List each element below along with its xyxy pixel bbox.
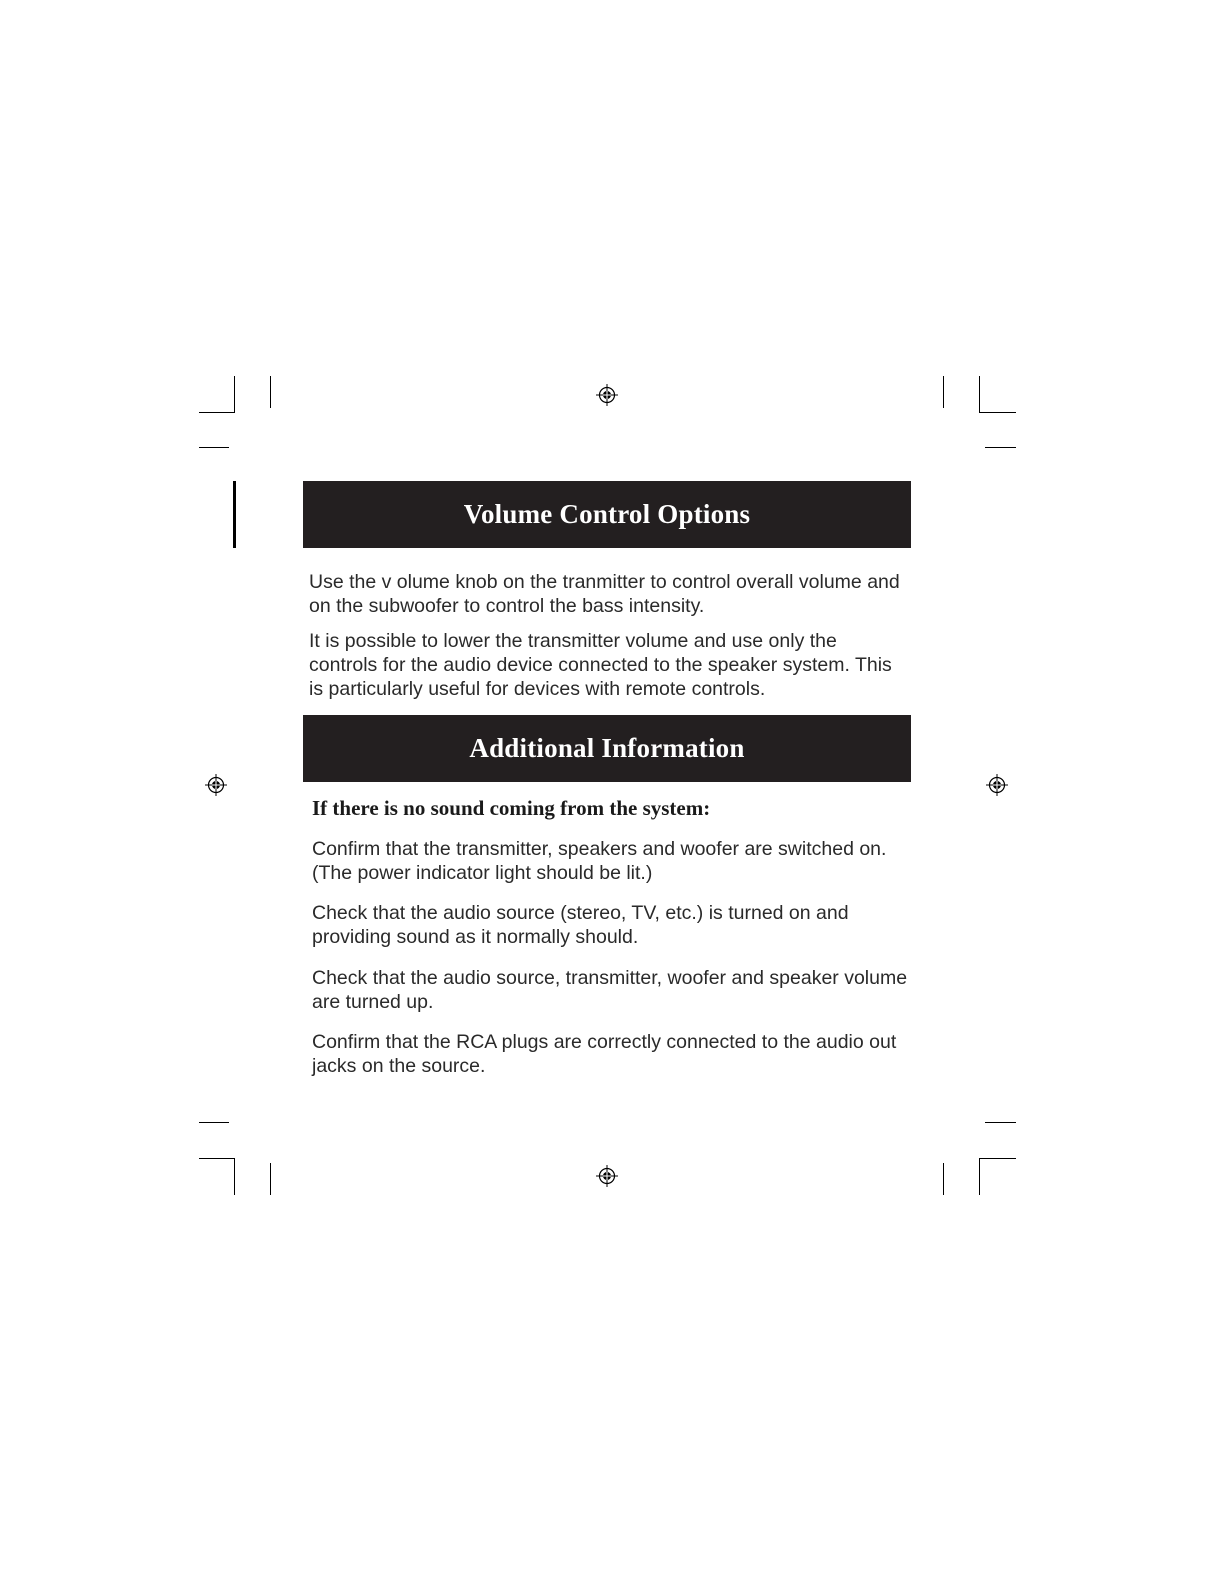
- section-heading-additional-information: [303, 715, 911, 782]
- registration-mark-icon: [986, 774, 1008, 796]
- crop-mark: [199, 447, 229, 448]
- crop-mark: [979, 412, 1016, 413]
- crop-mark: [943, 376, 944, 408]
- paragraph: It is possible to lower the transmitter volume and use only the controls for the audio device connected to the speaker system. This is particularly useful for devices with remote controls.: [309, 630, 892, 700]
- troubleshooting-subheading: If there is no sound coming from the system:: [312, 796, 711, 820]
- registration-mark-icon: [205, 774, 227, 796]
- paragraph: Confirm that the transmitter, speakers and woofer are switched on. (The power indicator light should be lit.): [312, 838, 887, 884]
- crop-mark: [979, 376, 980, 413]
- paragraph: Check that the audio source (stereo, TV, etc.) is turned on and providing sound as it normally should.: [312, 902, 849, 948]
- section-heading-volume-control: [303, 481, 911, 548]
- crop-mark: [979, 1158, 980, 1195]
- crop-mark: [985, 447, 1016, 448]
- crop-mark: [234, 1158, 235, 1195]
- crop-mark: [199, 1158, 235, 1159]
- binding-mark: [233, 481, 236, 548]
- registration-mark-icon: [596, 1165, 618, 1187]
- crop-mark: [985, 1122, 1016, 1123]
- paragraph: Confirm that the RCA plugs are correctly connected to the audio out jacks on the source.: [312, 1031, 897, 1077]
- crop-mark: [234, 376, 235, 413]
- paragraph: Use the v olume knob on the tranmitter to control overall volume and on the subwoofer to control the bass intensity.: [309, 571, 900, 617]
- crop-mark: [979, 1158, 1016, 1159]
- registration-mark-icon: [596, 384, 618, 406]
- crop-mark: [270, 376, 271, 408]
- crop-mark: [270, 1163, 271, 1195]
- section-title: Additional Information: [469, 733, 745, 763]
- crop-mark: [199, 412, 235, 413]
- paragraph: Check that the audio source, transmitter, woofer and speaker volume are turned up.: [312, 967, 908, 1013]
- crop-mark: [943, 1163, 944, 1195]
- crop-mark: [199, 1122, 229, 1123]
- section-title: Volume Control Options: [463, 499, 751, 529]
